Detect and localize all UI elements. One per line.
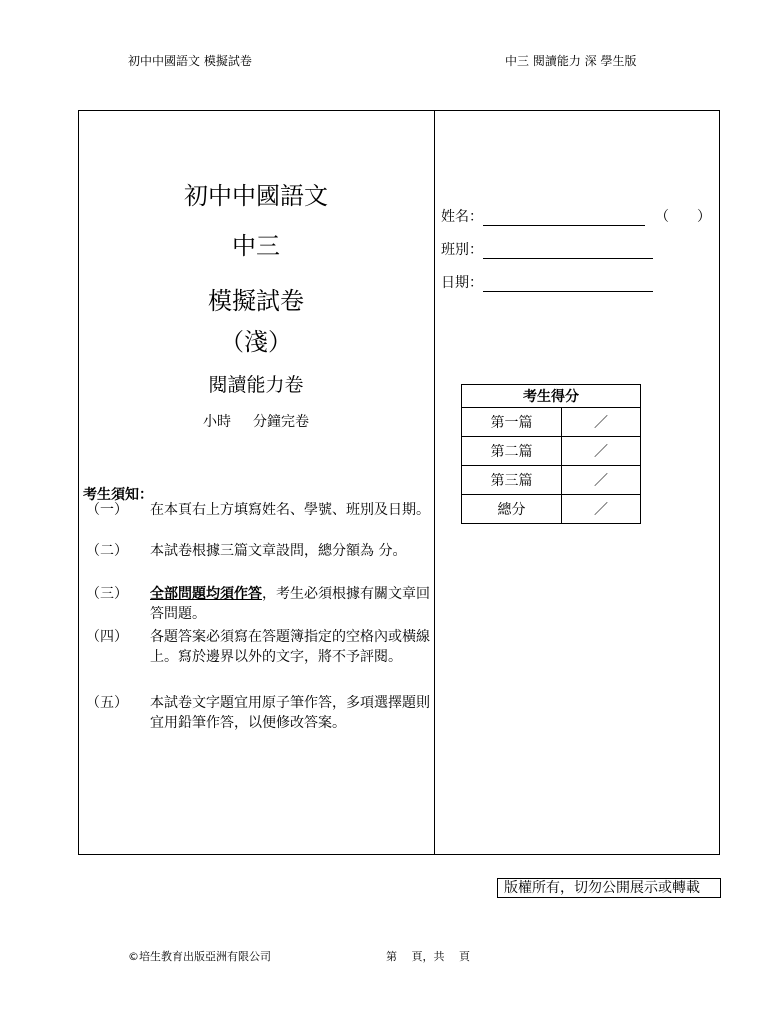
notice-item-text: 在本頁右上方填寫姓名、學號、班別及日期。 bbox=[150, 502, 430, 518]
notice-item-text-rest: ，考生必須根據有關文章回答問題。 bbox=[150, 586, 430, 622]
score-row-label: 第三篇 bbox=[462, 466, 562, 495]
frame-divider bbox=[434, 110, 435, 855]
footer-publisher: ©培生教育出版亞洲有限公司 bbox=[128, 950, 271, 963]
notice-item-text: 本試卷根據三篇文章設問，總分額為 分。 bbox=[150, 543, 407, 559]
header-left: 初中中國語文 模擬試卷 bbox=[128, 54, 252, 68]
duration-hours: 小時 bbox=[203, 414, 231, 430]
score-row-mark[interactable]: ／ bbox=[562, 437, 641, 466]
class-label: 班別： bbox=[441, 242, 483, 258]
notice-item-text: 各題答案必須寫在答題簿指定的空格內或橫線上。寫於邊界以外的文字，將不予評閱。 bbox=[150, 629, 430, 665]
date-label: 日期： bbox=[441, 275, 483, 291]
score-table-title: 考生得分 bbox=[462, 385, 641, 408]
score-row-label: 總分 bbox=[462, 495, 562, 524]
notice-item-number: （三） bbox=[86, 586, 128, 602]
date-field[interactable] bbox=[441, 272, 653, 292]
table-row bbox=[462, 437, 641, 466]
name-field[interactable] bbox=[441, 206, 645, 226]
copyright-notice: 版權所有，切勿公開展示或轉載 bbox=[497, 878, 721, 898]
notice-emphasis: 全部問題均須作答 bbox=[150, 586, 262, 602]
name-label: 姓名： bbox=[441, 209, 483, 225]
notice-item-number: （一） bbox=[86, 502, 128, 518]
table-row bbox=[462, 408, 641, 437]
class-line[interactable] bbox=[483, 244, 653, 259]
footer-page-number: 第 頁，共 頁 bbox=[386, 950, 470, 963]
cover-paper-name: 閱讀能力卷 bbox=[208, 374, 304, 396]
name-line[interactable] bbox=[483, 211, 645, 226]
score-row-label: 第一篇 bbox=[462, 408, 562, 437]
notice-title: 考生須知： bbox=[83, 487, 153, 503]
header-right: 中三 閱讀能力 深 學生版 bbox=[505, 54, 637, 68]
student-number-paren: （ ） bbox=[655, 209, 711, 225]
notice-item-text bbox=[150, 584, 432, 624]
score-row-label: 第二篇 bbox=[462, 437, 562, 466]
date-line[interactable] bbox=[483, 277, 653, 292]
class-field[interactable] bbox=[441, 239, 653, 259]
cover-level: （淺） bbox=[220, 328, 292, 356]
cover-subject: 初中中國語文 bbox=[184, 182, 328, 210]
notice-item-number: （四） bbox=[86, 629, 128, 645]
cover-grade: 中三 bbox=[232, 232, 280, 260]
score-row-mark[interactable]: ／ bbox=[562, 408, 641, 437]
score-table bbox=[461, 384, 641, 524]
score-row-mark[interactable]: ／ bbox=[562, 495, 641, 524]
table-row bbox=[462, 495, 641, 524]
notice-item-text: 本試卷文字題宜用原子筆作答，多項選擇題則宜用鉛筆作答，以便修改答案。 bbox=[150, 695, 430, 731]
cover-paper-type: 模擬試卷 bbox=[208, 287, 304, 315]
cover-duration bbox=[78, 411, 434, 431]
notice-item-number: （五） bbox=[86, 695, 128, 711]
duration-minutes: 分鐘完卷 bbox=[253, 414, 309, 430]
table-row bbox=[462, 466, 641, 495]
notice-item-number: （二） bbox=[86, 543, 128, 559]
score-row-mark[interactable]: ／ bbox=[562, 466, 641, 495]
